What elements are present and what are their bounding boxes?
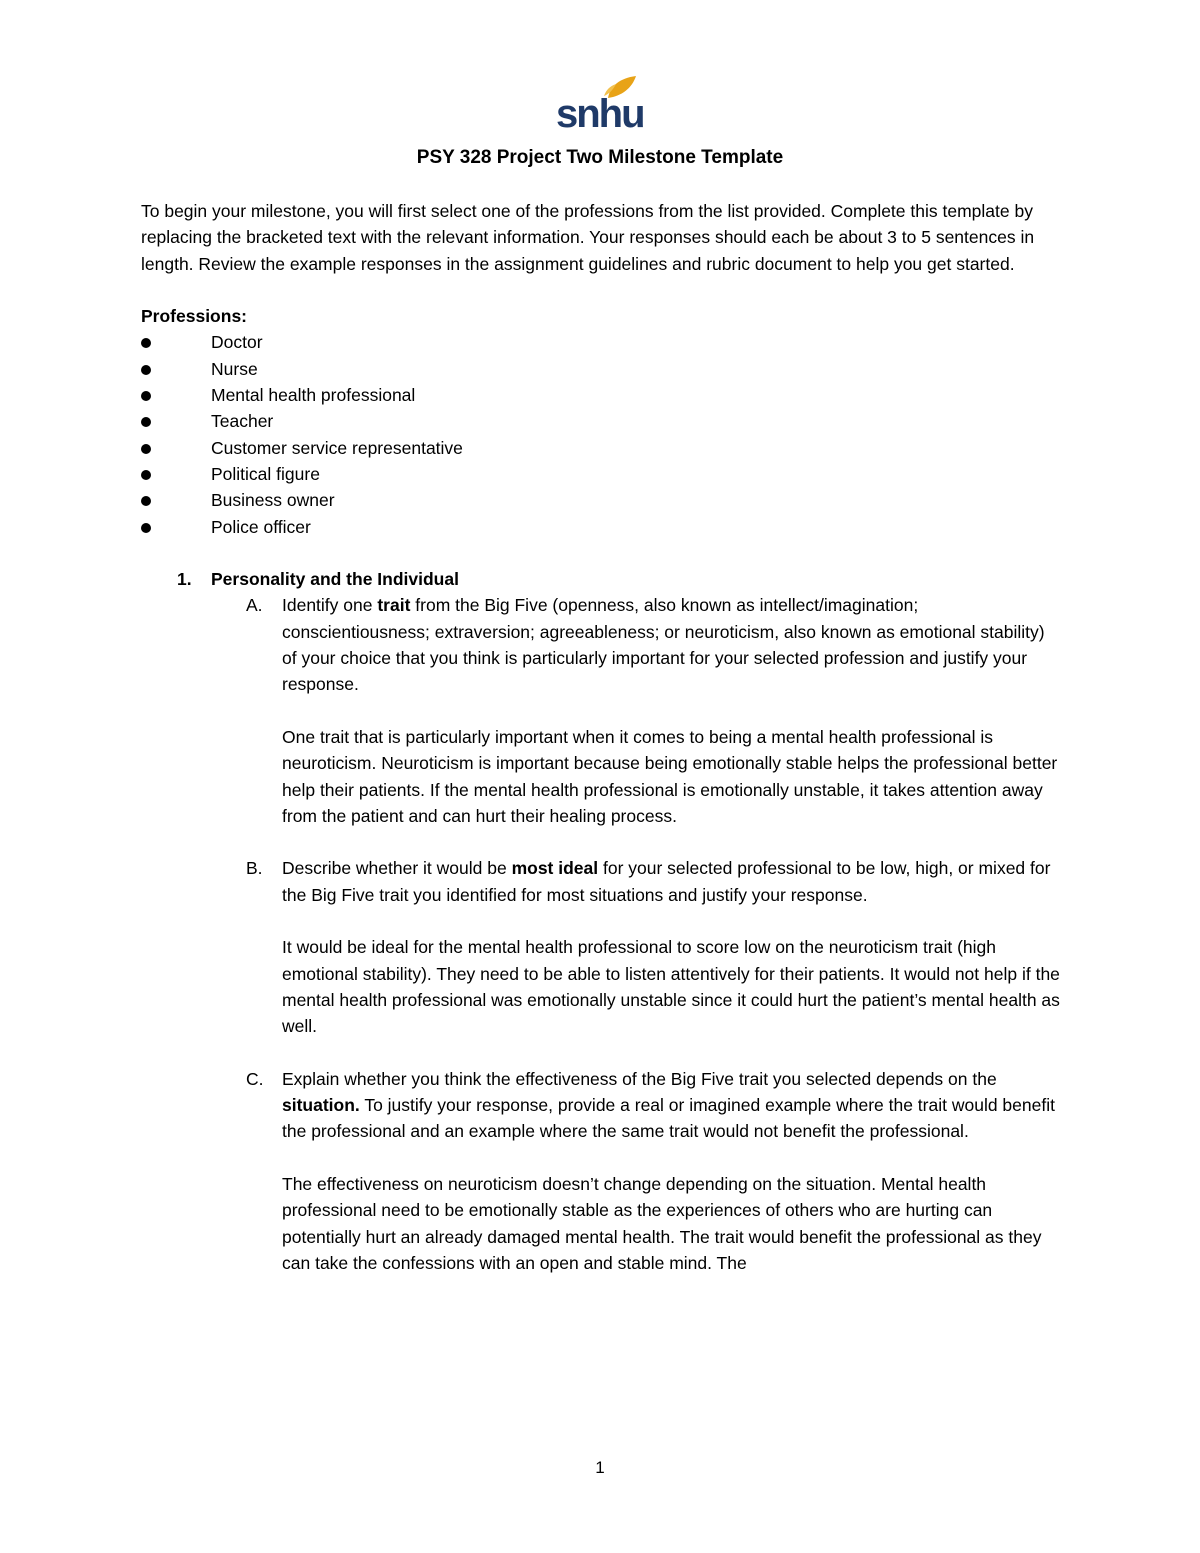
question-b bbox=[211, 855, 1061, 1039]
question-prompt: Explain whether you think the effectiveness of the Big Five trait you selected depends on the situation. To justify your response, provide a real or imagined example where the trait would benefit the professional and an example where the same trait would not benefit the professional. bbox=[282, 1068, 1055, 1142]
question-c bbox=[211, 1066, 1061, 1276]
bullet-icon bbox=[141, 391, 151, 401]
answer-text: The effectiveness on neuroticism doesn’t change depending on the situation. Mental health professional need to be emotionally stable as the experiences of others who are hurting can potentially hurt an already damaged mental health. The trait would benefit the professional as they can take the confessions with an open and stable mind. The bbox=[282, 1173, 1042, 1273]
document-body bbox=[141, 198, 1061, 1276]
bullet-icon bbox=[141, 444, 151, 454]
professions-list bbox=[141, 329, 1061, 539]
answer-text: It would be ideal for the mental health professional to score low on the neuroticism trait (high emotional stability). They need to be able to listen attentively for their patients. It would not help if the mental health professional was emotionally unstable since it could hurt the patient’s mental health as well. bbox=[282, 937, 1060, 1037]
bullet-icon bbox=[141, 523, 151, 533]
list-item: Doctor bbox=[141, 329, 1061, 355]
list-item: Nurse bbox=[141, 356, 1061, 382]
snhu-logo bbox=[556, 72, 644, 136]
intro-paragraph: To begin your milestone, you will first select one of the professions from the list provided. Complete this template by replacing the bracketed text with the relevant information. Your responses should each be about 3 to 5 sentences in length. Review the example responses in the assignment guidelines and rubric document to help you get started. bbox=[141, 201, 1035, 274]
professions-heading: Professions: bbox=[141, 306, 247, 327]
list-item: Customer service representative bbox=[141, 435, 1061, 461]
bullet-icon bbox=[141, 496, 151, 506]
bullet-icon bbox=[141, 470, 151, 480]
question-prompt: Describe whether it would be most ideal for your selected professional to be low, high, or mixed for the Big Five trait you identified for most situations and justify your response. bbox=[282, 858, 1051, 905]
section-number: 1. bbox=[177, 569, 192, 590]
question-prompt: Identify one trait from the Big Five (openness, also known as intellect/imagination; conscientiousness; extraversion; agreeableness; or neuroticism, also known as emotional stability) of your choice that you think is particularly important for your selected profession and justify your response. bbox=[282, 595, 1045, 695]
page-title: PSY 328 Project Two Milestone Template bbox=[416, 147, 784, 168]
list-item: Teacher bbox=[141, 408, 1061, 434]
bullet-icon bbox=[141, 417, 151, 427]
list-item: Mental health professional bbox=[141, 382, 1061, 408]
list-item: Business owner bbox=[141, 487, 1061, 513]
list-item: Political figure bbox=[141, 461, 1061, 487]
section-personality bbox=[141, 566, 1061, 1276]
section-title: Personality and the Individual bbox=[211, 569, 459, 590]
answer-text: One trait that is particularly important when it comes to being a mental health professional is neuroticism. Neuroticism is important because being emotionally stable helps the professional better help their patients. If the mental health professional is emotionally unstable, it takes attention away from the patient and can hurt their healing process. bbox=[282, 726, 1058, 826]
question-letter: A. bbox=[246, 595, 263, 616]
question-a bbox=[211, 592, 1061, 829]
bullet-icon bbox=[141, 338, 151, 348]
question-letter: C. bbox=[246, 1068, 264, 1089]
list-item: Police officer bbox=[141, 514, 1061, 540]
question-letter: B. bbox=[246, 858, 263, 879]
logo-wordmark: snhu bbox=[556, 92, 644, 136]
page-number: 1 bbox=[595, 1458, 605, 1477]
bullet-icon bbox=[141, 365, 151, 375]
